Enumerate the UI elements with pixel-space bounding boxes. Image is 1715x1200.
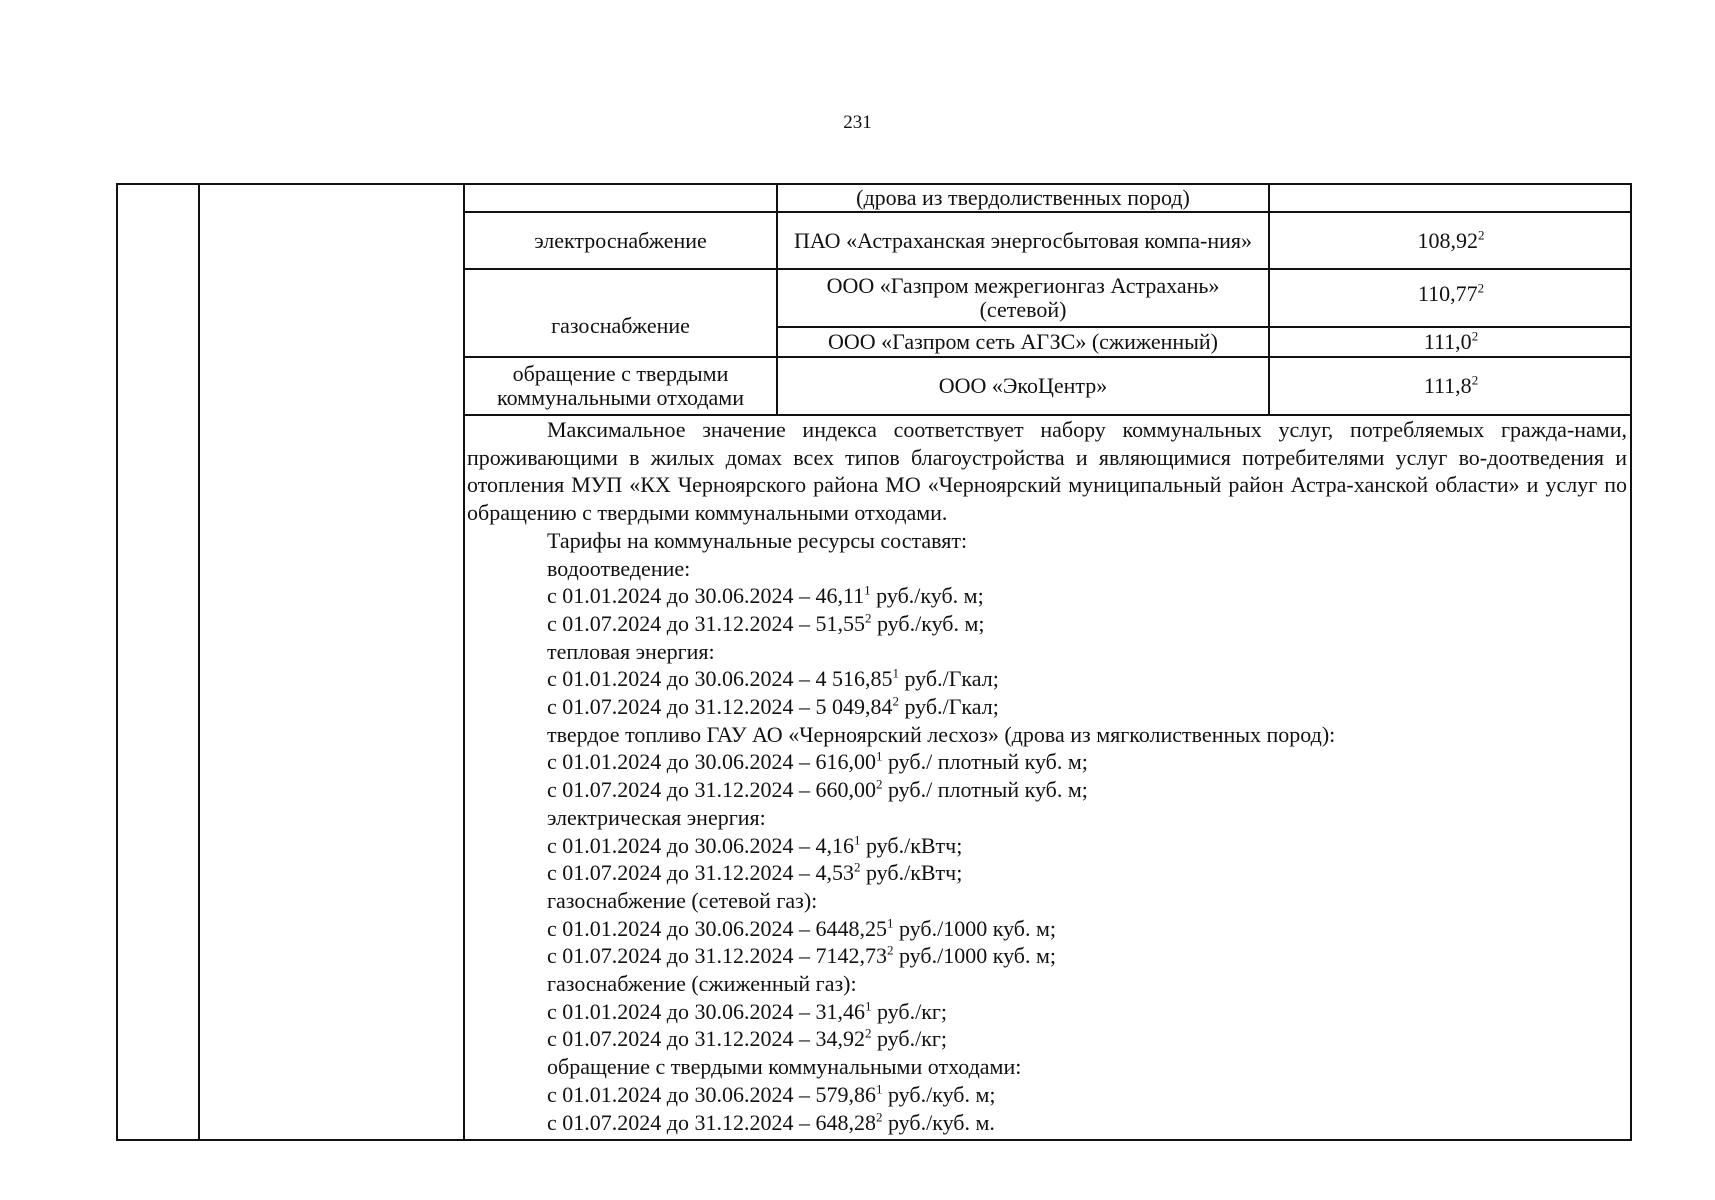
supplier-cell-electricity (778, 213, 1268, 268)
service-text: обращение с твердыми коммунальными отходами (497, 361, 744, 410)
tariff-text: с 01.01.2024 до 30.06.2024 – 6448,25 (547, 915, 887, 941)
tariff-text: водоотведение: (547, 555, 691, 581)
supplier-text: ООО «Газпром межрегионгаз Астрахань» (сетевой) (826, 273, 1220, 322)
tariff-list (467, 555, 1627, 1137)
tariff-unit: руб./кВтч; (860, 832, 963, 858)
tariff-text: с 01.01.2024 до 30.06.2024 – 46,11 (547, 583, 865, 609)
tariff-text: с 01.01.2024 до 30.06.2024 – 4 516,85 (547, 666, 893, 692)
tariff-rate-line (467, 1025, 1627, 1053)
index-footnote: 2 (1478, 227, 1485, 243)
page-number: 231 (843, 112, 872, 133)
supplier-text: ПАО «Астраханская энергосбытовая компа-ния» (794, 227, 1252, 253)
tariff-text: твердое топливо ГАУ АО «Черноярский лесхоз» (дрова из мягколиственных пород): (547, 721, 1336, 747)
service-text: электроснабжение (534, 227, 707, 253)
tariff-text: с 01.01.2024 до 30.06.2024 – 579,86 (547, 1081, 876, 1107)
service-cell-electricity (465, 213, 776, 268)
index-cell-electricity (1270, 213, 1632, 268)
supplier-cell-gas-liquefied (778, 328, 1268, 356)
tariff-footnote: 2 (853, 859, 861, 875)
tariff-rate-line (467, 748, 1627, 776)
tariff-text: с 01.07.2024 до 31.12.2024 – 4,53 (547, 860, 854, 886)
index-value: 111,8 (1423, 373, 1472, 398)
index-value: 108,92 (1417, 227, 1478, 253)
tariff-unit: руб./ плотный куб. м; (882, 777, 1088, 803)
tariff-unit: руб./1000 куб. м; (893, 943, 1057, 969)
tariff-unit: руб./1000 куб. м; (893, 915, 1057, 941)
tariff-unit: руб./кг; (871, 998, 948, 1024)
supplier-cell-firewood (778, 185, 1268, 211)
index-cell-waste (1270, 358, 1632, 414)
service-cell-waste (465, 358, 776, 414)
tariff-unit: руб./куб. м. (882, 1109, 995, 1135)
tariffs-intro: Тарифы на коммунальные ресурсы составят: (547, 527, 968, 553)
tariff-rate-line (467, 1081, 1627, 1109)
tariff-unit: руб./кг; (871, 1026, 948, 1052)
tariff-heading-line (467, 970, 1627, 998)
tariff-unit: руб./кВтч; (860, 860, 963, 886)
tariff-description (467, 416, 1627, 1136)
index-cell-gas-network (1270, 270, 1632, 326)
tariff-rate-line (467, 915, 1627, 943)
tariff-footnote: 1 (892, 666, 899, 681)
tariff-footnote: 2 (892, 693, 899, 709)
tariff-heading-line (467, 804, 1627, 832)
column-divider-1 (198, 183, 200, 1141)
tariff-rate-line (467, 582, 1627, 610)
tariff-heading-line (467, 887, 1627, 915)
tariff-rate-line (467, 832, 1627, 860)
tariff-rate-line (467, 776, 1627, 804)
supplier-cell-waste (778, 358, 1268, 414)
tariff-footnote: 2 (886, 943, 894, 959)
index-footnote: 2 (1471, 372, 1479, 388)
tariff-text: тепловая энергия: (547, 638, 715, 664)
tariff-text: с 01.07.2024 до 31.12.2024 – 5 049,84 (547, 694, 893, 720)
tariff-footnote: 2 (864, 1026, 872, 1042)
tariff-text: газоснабжение (сетевой газ): (547, 887, 818, 913)
supplier-text: ООО «Газпром сеть АГЗС» (сжиженный) (827, 329, 1219, 354)
tariff-heading-line (467, 638, 1627, 666)
tariff-text: с 01.01.2024 до 30.06.2024 – 4,16 (547, 832, 854, 858)
tariff-unit: руб./куб. м; (870, 583, 984, 609)
tariff-rate-line (467, 1109, 1627, 1137)
tariff-rate-line (467, 998, 1627, 1026)
service-cell-gas (465, 270, 776, 356)
index-value: 111,0 (1423, 329, 1472, 354)
tariff-heading-line (467, 555, 1627, 583)
index-value: 110,77 (1417, 281, 1478, 306)
supplier-text: (дрова из твердолиственных пород) (856, 185, 1190, 210)
tariff-footnote: 1 (875, 1081, 883, 1097)
service-text: газоснабжение (551, 313, 690, 338)
tariff-footnote: 1 (864, 998, 872, 1014)
tariff-rate-line (467, 942, 1627, 970)
tariff-rate-line (467, 610, 1627, 638)
tariff-text: с 01.01.2024 до 30.06.2024 – 31,46 (547, 998, 865, 1024)
index-footnote: 2 (1477, 280, 1485, 296)
tariff-footnote: 1 (864, 582, 871, 598)
tariff-heading-line (467, 1053, 1627, 1081)
supplier-cell-gas-network (778, 270, 1268, 326)
tariff-text: с 01.07.2024 до 31.12.2024 – 34,92 (547, 1026, 865, 1052)
tariff-footnote: 2 (875, 776, 883, 792)
tariff-unit: руб./Гкал; (898, 666, 999, 692)
index-paragraph: Максимальное значение индекса соответствует набору коммунальных услуг, потребляемых гражда-нами, проживающими в жилых домах всех типов благоустройства и являющимися потребителями услуг во-доотведения и отопления МУП «КХ Черноярского района МО «Черноярский муниципальный район Астра-ханской области» и услуг по обращению с твердыми коммунальными отходами. (467, 417, 1627, 526)
tariff-text: обращение с твердыми коммунальными отходами: (547, 1054, 1022, 1080)
tariff-text: газоснабжение (сжиженный газ): (547, 971, 857, 997)
index-cell-gas-liquefied (1270, 328, 1632, 356)
tariff-unit: руб./ плотный куб. м; (882, 749, 1088, 775)
tariff-text: с 01.07.2024 до 31.12.2024 – 7142,73 (547, 943, 887, 969)
tariff-unit: руб./куб. м; (871, 610, 985, 636)
tariff-rate-line (467, 665, 1627, 693)
tariff-text: электрическая энергия: (547, 804, 766, 830)
tariff-footnote: 1 (875, 749, 883, 765)
tariff-text: с 01.07.2024 до 31.12.2024 – 51,55 (547, 610, 865, 636)
tariff-footnote: 1 (853, 832, 861, 848)
tariff-unit: руб./куб. м; (882, 1081, 996, 1107)
tariff-text: с 01.01.2024 до 30.06.2024 – 616,00 (547, 749, 876, 775)
tariff-text: с 01.07.2024 до 31.12.2024 – 660,00 (547, 777, 876, 803)
tariff-footnote: 2 (875, 1109, 883, 1125)
tariff-footnote: 2 (864, 610, 872, 626)
tariff-footnote: 1 (886, 915, 894, 931)
tariff-rate-line (467, 693, 1627, 721)
tariff-unit: руб./Гкал; (898, 694, 999, 720)
supplier-text: ООО «ЭкоЦентр» (938, 373, 1108, 398)
tariff-heading-line (467, 721, 1627, 749)
tariff-rate-line (467, 859, 1627, 887)
tariff-text: с 01.07.2024 до 31.12.2024 – 648,28 (547, 1109, 876, 1135)
index-footnote: 2 (1471, 328, 1479, 344)
